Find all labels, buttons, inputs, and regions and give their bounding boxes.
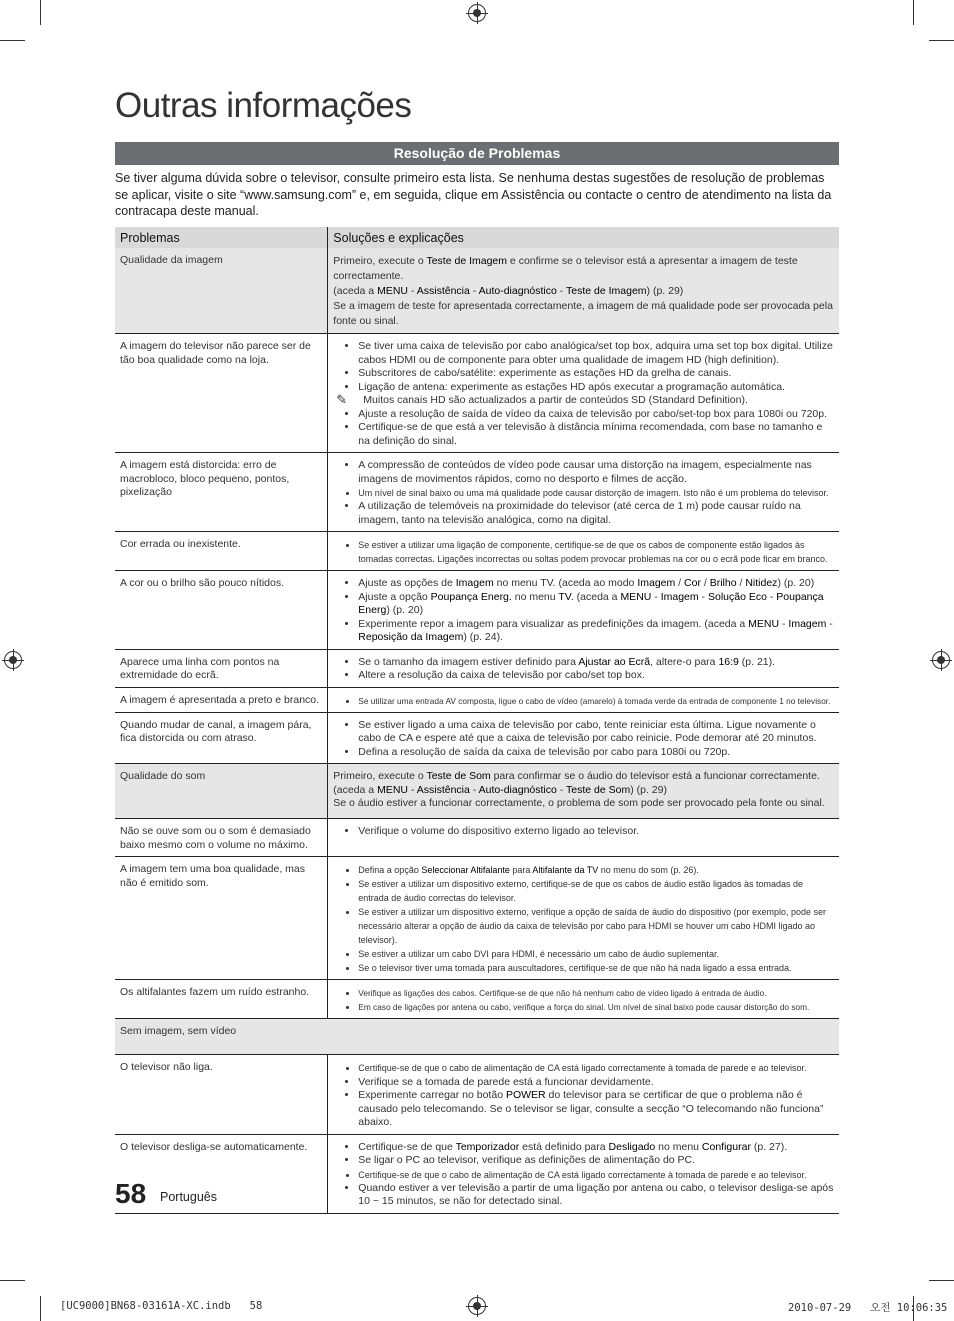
- table-row: [115, 687, 839, 712]
- list-item: • A utilização de telemóveis na proximidade do televisor (até cerca de 1 m) pode causar ruído na imagem, tanto na televisão analógica, como na digital.: [358, 500, 834, 527]
- list-item: • Experimente carregar no botão POWER do televisor para se certificar de que o problema não é causado pelo telecomando. Se o televisor se ligar, consulte a secção “O telecomando não funciona” abaixo.: [358, 1089, 834, 1130]
- note-pencil-icon: ✎: [336, 392, 348, 407]
- list-item: • Certifique-se de que está a ver televisão à distância mínima recomendada, com base no tamanho e na definição do sinal.: [358, 421, 834, 448]
- table-row: [115, 453, 839, 532]
- list-item: • Ligação de antena: experimente as estações HD após executar a programação automática.: [358, 381, 834, 395]
- problem-cell: A imagem está distorcida: erro de macrobloco, bloco pequeno, pontos, pixelização: [115, 453, 328, 532]
- header-solutions: Soluções e explicações: [328, 227, 839, 248]
- intro-paragraph: Se tiver alguma dúvida sobre o televisor, consulte primeiro esta lista. Se nenhuma destas sugestões de resolução de problemas se aplicar, visite o site “www.samsung.com” e, em seguida, clique em Assistência ou contacte o centro de atendimento na lista da contracapa deste manual.: [115, 171, 832, 218]
- page-number: 58: [115, 1178, 147, 1209]
- solution-cell: [328, 334, 839, 453]
- table-row: [115, 764, 839, 819]
- table-row: [115, 1055, 839, 1135]
- table-row: [115, 649, 839, 687]
- list-item: • Se ligar o PC ao televisor, verifique as definições de alimentação do PC.: [358, 1154, 834, 1168]
- problem-cell: O televisor desliga-se automaticamente.: [115, 1134, 328, 1213]
- solution-cell: [328, 453, 839, 532]
- problem-cell: O televisor não liga.: [115, 1055, 328, 1135]
- list-item: • Quando estiver a ver televisão a partir de uma ligação por antena ou cabo, o televisor desliga-se após 10 ~ 15 minutos, se não for detectado sinal.: [358, 1182, 834, 1209]
- solution-cell: [328, 649, 839, 687]
- problem-cell: A imagem do televisor não parece ser de tão boa qualidade como na loja.: [115, 334, 328, 453]
- registration-mark-icon: [468, 4, 486, 22]
- table-row: [115, 571, 839, 650]
- print-timestamp: 2010-07-29 오전 10:06:35: [788, 1302, 948, 1314]
- list-item: • Verifique se a tomada de parede está a funcionar devidamente.: [358, 1075, 834, 1089]
- list-item: • Defina a opção Seleccionar Altifalante para Altifalante da TV no menu do som (p. 26).: [358, 863, 834, 877]
- list-item: • Defina a resolução de saída da caixa de televisão por cabo para 1080i ou 720p.: [358, 746, 834, 760]
- problem-cell: Os altifalantes fazem um ruído estranho.: [115, 980, 328, 1019]
- solution-cell: [328, 532, 839, 571]
- solution-cell: [328, 571, 839, 650]
- list-item: • Se utilizar uma entrada AV composta, ligue o cabo de vídeo (amarelo) à tomada verde da entrada de componente 1 no televisor.: [358, 694, 834, 708]
- problem-cell: Quando mudar de canal, a imagem pára, fica distorcida ou com atraso.: [115, 712, 328, 764]
- solution-cell: [328, 687, 839, 712]
- problem-cell: Aparece uma linha com pontos na extremidade do ecrã.: [115, 649, 328, 687]
- list-item: • Certifique-se de que o cabo de alimentação de CA está ligado correctamente à tomada de parede e ao televisor.: [358, 1168, 834, 1182]
- crop-mark: [929, 1280, 954, 1281]
- problem-cell: A cor ou o brilho são pouco nítidos.: [115, 571, 328, 650]
- solution-cell: [328, 980, 839, 1019]
- list-item: • Em caso de ligações por antena ou cabo, verifique a força do sinal. Um nível de sinal baixo pode causar distorção do som.: [358, 1000, 834, 1014]
- list-item: • A compressão de conteúdos de vídeo pode causar uma distorção na imagem, especialmente nas imagens de movimentos rápidos, como no desporto e filmes de acção.: [358, 459, 834, 486]
- problem-cell: Qualidade do som: [115, 764, 328, 819]
- problem-cell: Não se ouve som ou o som é demasiado baixo mesmo com o volume no máximo.: [115, 819, 328, 857]
- solution-cell: Primeiro, execute o Teste de Imagem e confirme se o televisor está a apresentar a imagem de teste correctamente. (aceda a MENU - Assistência - Auto-diagnóstico - Teste de Imagem) (p. 29) Se a imagem de teste for apresentada correctamente, a imagem de má qualidade pode ser provocada pela fonte ou sinal.: [328, 248, 839, 334]
- section-heading: Resolução de Problemas: [115, 142, 839, 165]
- solution-cell: Primeiro, execute o Teste de Som para confirmar se o áudio do televisor está a funcionar correctamente. (aceda a MENU - Assistência - Auto-diagnóstico - Teste de Som) (p. 29) Se o áudio estiver a funcionar correctamente, o problema de som pode ser provocado pela fonte ou sinal.: [328, 764, 839, 819]
- crop-mark: [40, 1296, 41, 1321]
- solution-cell: [328, 819, 839, 857]
- table-row: [115, 532, 839, 571]
- list-item: • Ajuste a opção Poupança Energ. no menu TV. (aceda a MENU - Imagem - Solução Eco - Poupança Energ) (p. 20): [358, 591, 834, 618]
- list-item: • Experimente repor a imagem para visualizar as predefinições da imagem. (aceda a MENU - Imagem - Reposição da Imagem) (p. 24).: [358, 618, 834, 645]
- problem-cell: Cor errada ou inexistente.: [115, 532, 328, 571]
- table-row: [115, 712, 839, 764]
- list-item: • Se estiver a utilizar um dispositivo externo, verifique a opção de saída de áudio do dispositivo (por exemplo, pode ser necessário alterar a opção de áudio da caixa de televisão por cabo para HDMI se houver um cabo HDMI ligado ao televisor).: [358, 905, 834, 947]
- list-item: • Um nível de sinal baixo ou uma má qualidade pode causar distorção de imagem. Isto não é um problema do televisor.: [358, 486, 834, 500]
- crop-mark: [40, 0, 41, 25]
- table-row: [115, 980, 839, 1019]
- solution-cell: [328, 857, 839, 980]
- list-item: • Se estiver a utilizar um cabo DVI para HDMI, é necessário um cabo de áudio suplementar.: [358, 947, 834, 961]
- note: ✎ Muitos canais HD são actualizados a partir de conteúdos SD (Standard Definition).: [336, 392, 748, 407]
- registration-mark-icon: [4, 651, 22, 669]
- crop-mark: [0, 1280, 25, 1281]
- list-item: • Se estiver a utilizar um dispositivo externo, certifique-se de que os cabos de áudio estão ligados às tomadas de entrada de áudio correctas do televisor.: [358, 877, 834, 905]
- table-row: [115, 819, 839, 857]
- list-item: • Certifique-se de que Temporizador está definido para Desligado no menu Configurar (p. 27).: [358, 1141, 834, 1155]
- problem-cell: Qualidade da imagem: [115, 248, 328, 334]
- crop-mark: [0, 40, 25, 41]
- troubleshooting-table: [115, 227, 839, 1214]
- list-item: • Verifique as ligações dos cabos. Certifique-se de que não há nenhum cabo de vídeo ligado à entrada de áudio.: [358, 986, 834, 1000]
- list-item: • Se estiver a utilizar uma ligação de componente, certifique-se de que os cabos de componente estão ligados às tomadas correctas. Ligações incorrectas ou soltas podem provocar problemas na cor ou o ecrã pode ficar em branco.: [358, 538, 834, 566]
- header-problems: Problemas: [115, 227, 328, 248]
- page-title: Outras informações: [115, 86, 412, 125]
- solution-cell: [328, 712, 839, 764]
- page-language: Português: [160, 1190, 217, 1204]
- table-row: [115, 857, 839, 980]
- solution-cell: [328, 1134, 839, 1213]
- list-item: • Altere a resolução da caixa de televisão por cabo/set top box.: [358, 669, 834, 683]
- solution-cell: [328, 1055, 839, 1135]
- problem-cell: A imagem é apresentada a preto e branco.: [115, 687, 328, 712]
- registration-mark-icon: [932, 651, 950, 669]
- table-row: [115, 334, 839, 453]
- table-header-row: [115, 227, 839, 248]
- list-item: • Verifique o volume do dispositivo externo ligado ao televisor.: [358, 825, 834, 839]
- print-file-info: [UC9000]BN68-03161A-XC.indb 58: [60, 1300, 263, 1312]
- list-item: • Se o tamanho da imagem estiver definido para Ajustar ao Ecrã, altere-o para 16:9 (p. 21).: [358, 656, 834, 670]
- problem-cell: A imagem tem uma boa qualidade, mas não é emitido som.: [115, 857, 328, 980]
- list-item: • Certifique-se de que o cabo de alimentação de CA está ligado correctamente à tomada de parede e ao televisor.: [358, 1061, 834, 1075]
- list-item: • Ajuste a resolução de saída de vídeo da caixa de televisão por cabo/set-top box para 1080i ou 720p.: [358, 408, 834, 422]
- crop-mark: [913, 0, 914, 25]
- registration-mark-icon: [468, 1297, 486, 1315]
- list-item: • Se estiver ligado a uma caixa de televisão por cabo, tente reiniciar esta última. Ligue novamente o cabo de CA e espere até que a caixa de televisão por cabo reinicie. Pode demorar até 20 minutos.: [358, 719, 834, 746]
- list-item: • Subscritores de cabo/satélite: experimente as estações HD da grelha de canais.: [358, 367, 834, 381]
- list-item: • Se tiver uma caixa de televisão por cabo analógica/set top box, adquira uma set top box digital. Utilize cabos HDMI ou de componente para obter uma qualidade de imagem HD (high definition).: [358, 340, 834, 367]
- crop-mark: [929, 40, 954, 41]
- table-row: [115, 248, 839, 334]
- list-item: • Ajuste as opções de Imagem no menu TV. (aceda ao modo Imagem / Cor / Brilho / Nitidez) (p. 20): [358, 577, 834, 591]
- category-cell: Sem imagem, sem vídeo: [115, 1019, 839, 1055]
- table-row: [115, 1134, 839, 1213]
- table-row-category: [115, 1019, 839, 1055]
- list-item: • Se o televisor tiver uma tomada para auscultadores, certifique-se de que não há nada ligado a essa entrada.: [358, 961, 834, 975]
